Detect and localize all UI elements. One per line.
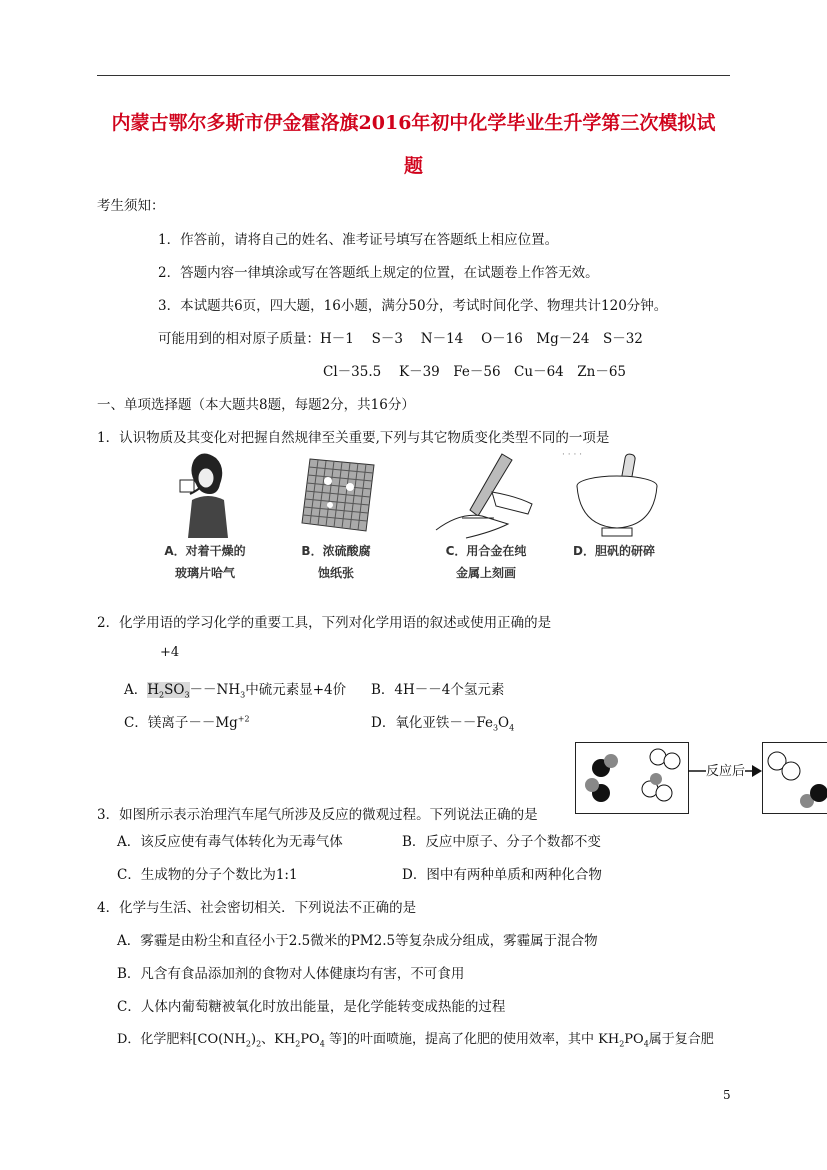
q1-caption-a: A．对着干燥的 玻璃片哈气 [164,544,246,580]
mortar-pestle-image [572,448,662,540]
q2-stem: 2．化学用语的学习化学的重要工具，下列对化学用语的叙述或使用正确的是 [97,615,552,631]
paper-mesh-image [300,455,378,535]
header-rule [97,75,730,76]
notice-3: 3．本试题共6页，四大题，16小题，满分50分，考试时间化学、物理共计120分钟。 [158,298,668,314]
atomic-mass-line1: 可能用到的相对原子质量：H－1 S－3 N－14 O－16 Mg－24 S－32 [158,331,643,347]
q1-caption-c: C．用合金在纯 金属上刻画 [445,544,527,580]
reaction-label: 反应后 [706,760,745,779]
exam-title-line1: 内蒙古鄂尔多斯市伊金霍洛旗2016年初中化学毕业生升学第三次模拟试 [111,112,716,134]
q3-option-d: D．图中有两种单质和两种化合物 [402,867,602,883]
page-number: 5 [723,1088,731,1102]
reaction-after-box [762,742,827,814]
q1-caption-b: B．浓硫酸腐 蚀纸张 [301,544,371,580]
q2-option-b: B．4H－－4个氢元素 [371,682,505,698]
q3-option-b: B．反应中原子、分子个数都不变 [402,834,601,850]
section-1-heading: 一、单项选择题（本大题共8题，每题2分，共16分） [97,397,415,413]
q4-stem: 4．化学与生活、社会密切相关．下列说法不正确的是 [97,900,417,916]
before-molecules [576,743,688,813]
q2-valence-mark: +4 [160,645,180,660]
q1-caption-d: D．胆矾的研碎 [573,544,655,558]
alloy-scratch-image [432,452,542,542]
q4-option-a: A．雾霾是由粉尘和直径小于2.5微米的PM2.5等复杂成分组成，雾霾属于混合物 [117,933,598,949]
notice-1: 1．作答前，请将自己的姓名、准考证号填写在答题纸上相应位置。 [158,232,559,248]
notice-2: 2．答题内容一律填涂或写在答题纸上规定的位置，在试题卷上作答无效。 [158,265,599,281]
atomic-mass-line2: Cl－35.5 K－39 Fe－56 Cu－64 Zn－65 [323,364,627,380]
q4-option-c: C．人体内葡萄糖被氧化时放出能量，是化学能转变成热能的过程 [117,999,506,1015]
exam-title-line2: 题 [403,155,423,177]
q1-stem: 1．认识物质及其变化对把握自然规律至关重要,下列与其它物质变化类型不同的一项是 [97,430,610,446]
reaction-before-box [575,742,689,814]
q4-option-b: B．凡含有食品添加剂的食物对人体健康均有害，不可食用 [117,966,465,982]
q4-option-d: D．化学肥料[$CO(NH_2)_2$、$KH_2PO_4$ 等]的叶面喷施，提高了化肥的使用效率，其中 $KH_2PO_4$属于复合肥 [117,1032,714,1049]
q3-option-a: A．该反应使有毒气体转化为无毒气体 [117,834,343,850]
breath-on-glass-image [172,450,242,538]
q3-option-c: C．生成物的分子个数比为1:1 [117,867,298,883]
figure-d-dots: · · · · [562,450,583,460]
after-molecules [763,743,827,813]
q2-option-a: A．$H_2SO_3--NH_3$中硫元素显+4价 [124,682,347,700]
notice-heading: 考生须知： [97,198,165,214]
q3-stem: 3．如图所示表示治理汽车尾气所涉及反应的微观过程。下列说法正确的是 [97,807,538,823]
q2-option-c: C．镁离子$--Mg^{+2}$ [124,714,250,731]
q2-option-d: D．氧化亚铁$--Fe_3O_4$ [371,715,515,733]
